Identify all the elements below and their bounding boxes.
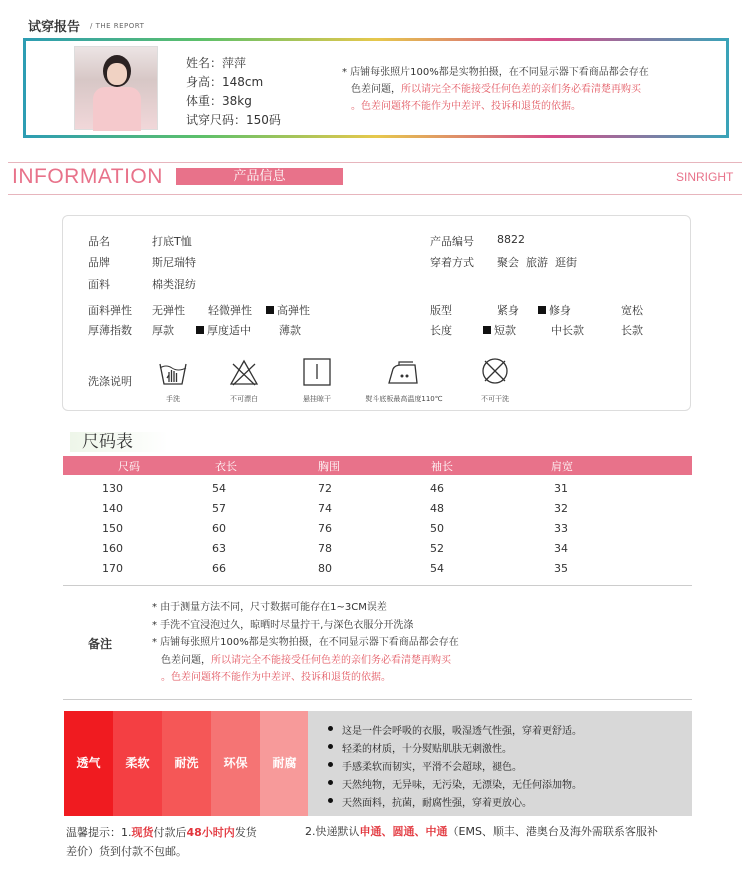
fit-opt: 宽松 (621, 304, 643, 317)
feature-desc: 轻柔的材质，十分熨贴肌肤无刺激性。 (342, 744, 512, 755)
elastic-opt: 轻微弹性 (208, 304, 252, 317)
table-cell: 33 (554, 522, 568, 535)
table-cell: 46 (430, 482, 444, 495)
feature-descriptions (308, 711, 692, 816)
bullet-icon (328, 798, 333, 803)
size-table-title: 尺码表 (70, 432, 168, 452)
tip-text: （EMS、顺丰、港奥台及海外需联系客服补 (447, 825, 658, 838)
name-label: 品名 (88, 235, 110, 248)
table-cell: 80 (318, 562, 332, 575)
table-cell: 31 (554, 482, 568, 495)
tip-text: 温馨提示：1. (66, 826, 132, 839)
note-line: * 店铺每张照片100%都是实物拍摄，在不同显示器下看商品都会存在 (152, 637, 459, 648)
table-cell: 66 (212, 562, 226, 575)
brand-value: 斯尼瑞特 (152, 256, 196, 269)
feature-tag: 透气 (64, 711, 113, 816)
note-line: 色差问题， (161, 654, 211, 666)
no-bleach-icon (229, 358, 259, 388)
wash-item-label: 悬挂晾干 (303, 395, 331, 403)
table-cell: 54 (212, 482, 226, 495)
thick-label: 厚薄指数 (88, 324, 132, 337)
length-opt: 长款 (621, 324, 643, 337)
length-label: 长度 (430, 324, 452, 337)
elastic-opt-text: 高弹性 (277, 304, 310, 317)
feature-tag: 柔软 (113, 711, 162, 816)
divider (8, 162, 742, 163)
thick-opt-text: 厚度适中 (207, 324, 251, 337)
elastic-opt: 无弹性 (152, 304, 185, 317)
divider (63, 585, 692, 586)
note-line-red: 所以请完全不能接受任何色差的亲们务必看清楚再购买 (211, 654, 451, 666)
table-cell: 78 (318, 542, 332, 555)
feature-desc: 这是一件会呼吸的衣服，吸湿透气性强，穿着更舒适。 (342, 726, 582, 737)
wash-item-label: 不可漂白 (230, 395, 258, 403)
fit-opt-selected (538, 302, 571, 318)
fit-opt: 紧身 (497, 304, 519, 317)
model-weight: 体重：38kg (186, 94, 252, 108)
table-cell: 63 (212, 542, 226, 555)
brand-name: SINRIGHT (676, 170, 734, 184)
table-cell: 57 (212, 502, 226, 515)
table-cell: 32 (554, 502, 568, 515)
report-note-line3: 。色差问题将不能作为中差评、投诉和退货的依据。 (351, 101, 581, 112)
model-photo (74, 46, 158, 130)
fabric-label: 面料 (88, 278, 110, 291)
feature-tag: 耐洗 (162, 711, 211, 816)
iron-temp-icon (385, 359, 421, 389)
table-cell: 54 (430, 562, 444, 575)
info-title: INFORMATION (12, 165, 163, 188)
tip-text: 发货 (234, 826, 257, 839)
bullet-icon (328, 744, 333, 749)
table-cell: 50 (430, 522, 444, 535)
feature-desc: 天然纯物，无异味，无污染，无漂染，无任何添加物。 (342, 780, 582, 791)
size-table-header (63, 456, 692, 475)
bullet-icon (328, 762, 333, 767)
wash-item-label: 熨斗底板最高温度110℃ (365, 395, 443, 403)
tip-highlight: 现货 (131, 826, 154, 839)
elastic-label: 面料弹性 (88, 304, 132, 317)
bullet-icon (328, 780, 333, 785)
feature-tag: 耐腐 (260, 711, 309, 816)
fabric-value: 棉类混纺 (152, 278, 196, 291)
model-size: 试穿尺码：150码 (186, 113, 281, 127)
thick-opt: 厚款 (152, 324, 174, 337)
code-value: 8822 (497, 233, 525, 246)
length-opt-selected (483, 322, 516, 338)
report-note-line2a: 色差问题， (351, 84, 401, 95)
fit-label: 版型 (430, 304, 452, 317)
table-cell: 74 (318, 502, 332, 515)
tip-text: 差价）货到付款不包邮。 (66, 845, 187, 858)
tip-text: 2.快递默认 (305, 825, 360, 838)
feature-tag: 环保 (211, 711, 260, 816)
table-cell: 34 (554, 542, 568, 555)
code-label: 产品编号 (430, 235, 474, 248)
table-cell: 60 (212, 522, 226, 535)
feature-desc: 手感柔软而韧实，平滑不会超球，褪色。 (342, 762, 522, 773)
length-opt-text: 短款 (494, 324, 516, 337)
courier-tip (305, 823, 745, 839)
model-height: 身高：148cm (186, 75, 264, 89)
report-note (342, 64, 702, 115)
report-note-line1: * 店铺每张照片100%都是实物拍摄，在不同显示器下看商品都会存在 (342, 67, 649, 78)
wash-item-label: 不可干洗 (481, 395, 509, 403)
hand-wash-icon (158, 358, 188, 388)
note-line-red: 。色差问题将不能作为中差评、投诉和退货的依据。 (161, 672, 391, 683)
table-cell: 140 (102, 502, 123, 515)
model-info (186, 54, 281, 130)
table-cell: 170 (102, 562, 123, 575)
bullet-icon (328, 726, 333, 731)
column-header: 胸围 (318, 460, 340, 473)
tip-text: 付款后 (153, 826, 187, 839)
selected-marker-icon (266, 306, 274, 314)
feature-desc: 天然面料，抗菌，耐腐性强，穿着更放心。 (342, 798, 532, 809)
wash-label: 洗涤说明 (88, 375, 132, 388)
shipping-tip (66, 823, 306, 861)
column-header: 尺码 (118, 460, 140, 473)
report-subtitle: / THE REPORT (90, 22, 145, 30)
selected-marker-icon (196, 326, 204, 334)
table-cell: 35 (554, 562, 568, 575)
table-cell: 150 (102, 522, 123, 535)
tip-highlight: 申通、圆通、中通 (359, 825, 448, 838)
fit-opt-text: 修身 (549, 304, 571, 317)
brand-label: 品牌 (88, 256, 110, 269)
table-cell: 130 (102, 482, 123, 495)
selected-marker-icon (538, 306, 546, 314)
column-header: 衣长 (215, 460, 237, 473)
table-cell: 160 (102, 542, 123, 555)
wash-item-label: 手洗 (166, 395, 180, 403)
thick-opt-selected (196, 322, 251, 338)
elastic-opt-selected (266, 302, 310, 318)
model-name: 姓名：萍萍 (186, 56, 247, 70)
column-header: 袖长 (431, 460, 453, 473)
selected-marker-icon (483, 326, 491, 334)
divider (8, 194, 742, 195)
tip-highlight: 48小时内 (186, 826, 235, 839)
hang-dry-icon (302, 357, 332, 387)
name-value: 打底T恤 (152, 235, 192, 248)
thick-opt: 薄款 (279, 324, 301, 337)
note-line: * 由于测量方法不同，尺寸数据可能存在1~3CM误差 (152, 602, 387, 613)
report-title: 试穿报告 (28, 20, 81, 35)
no-dry-clean-icon (480, 356, 510, 386)
notes (152, 599, 512, 687)
table-cell: 76 (318, 522, 332, 535)
note-line: * 手洗不宜浸泡过久，晾晒时尽量拧干,与深色衣服分开洗涤 (152, 619, 414, 631)
info-bar-label: 产品信息 (176, 168, 343, 185)
table-cell: 48 (430, 502, 444, 515)
divider (63, 699, 692, 700)
report-note-line2b: 所以请完全不能接受任何色差的亲们务必看清楚再购买 (401, 84, 641, 95)
length-opt: 中长款 (551, 324, 584, 337)
table-cell: 72 (318, 482, 332, 495)
table-cell: 52 (430, 542, 444, 555)
wear-value: 聚会 旅游 逛街 (497, 256, 577, 269)
wear-label: 穿着方式 (430, 256, 474, 269)
column-header: 肩宽 (551, 460, 573, 473)
notes-label: 备注 (88, 637, 113, 651)
